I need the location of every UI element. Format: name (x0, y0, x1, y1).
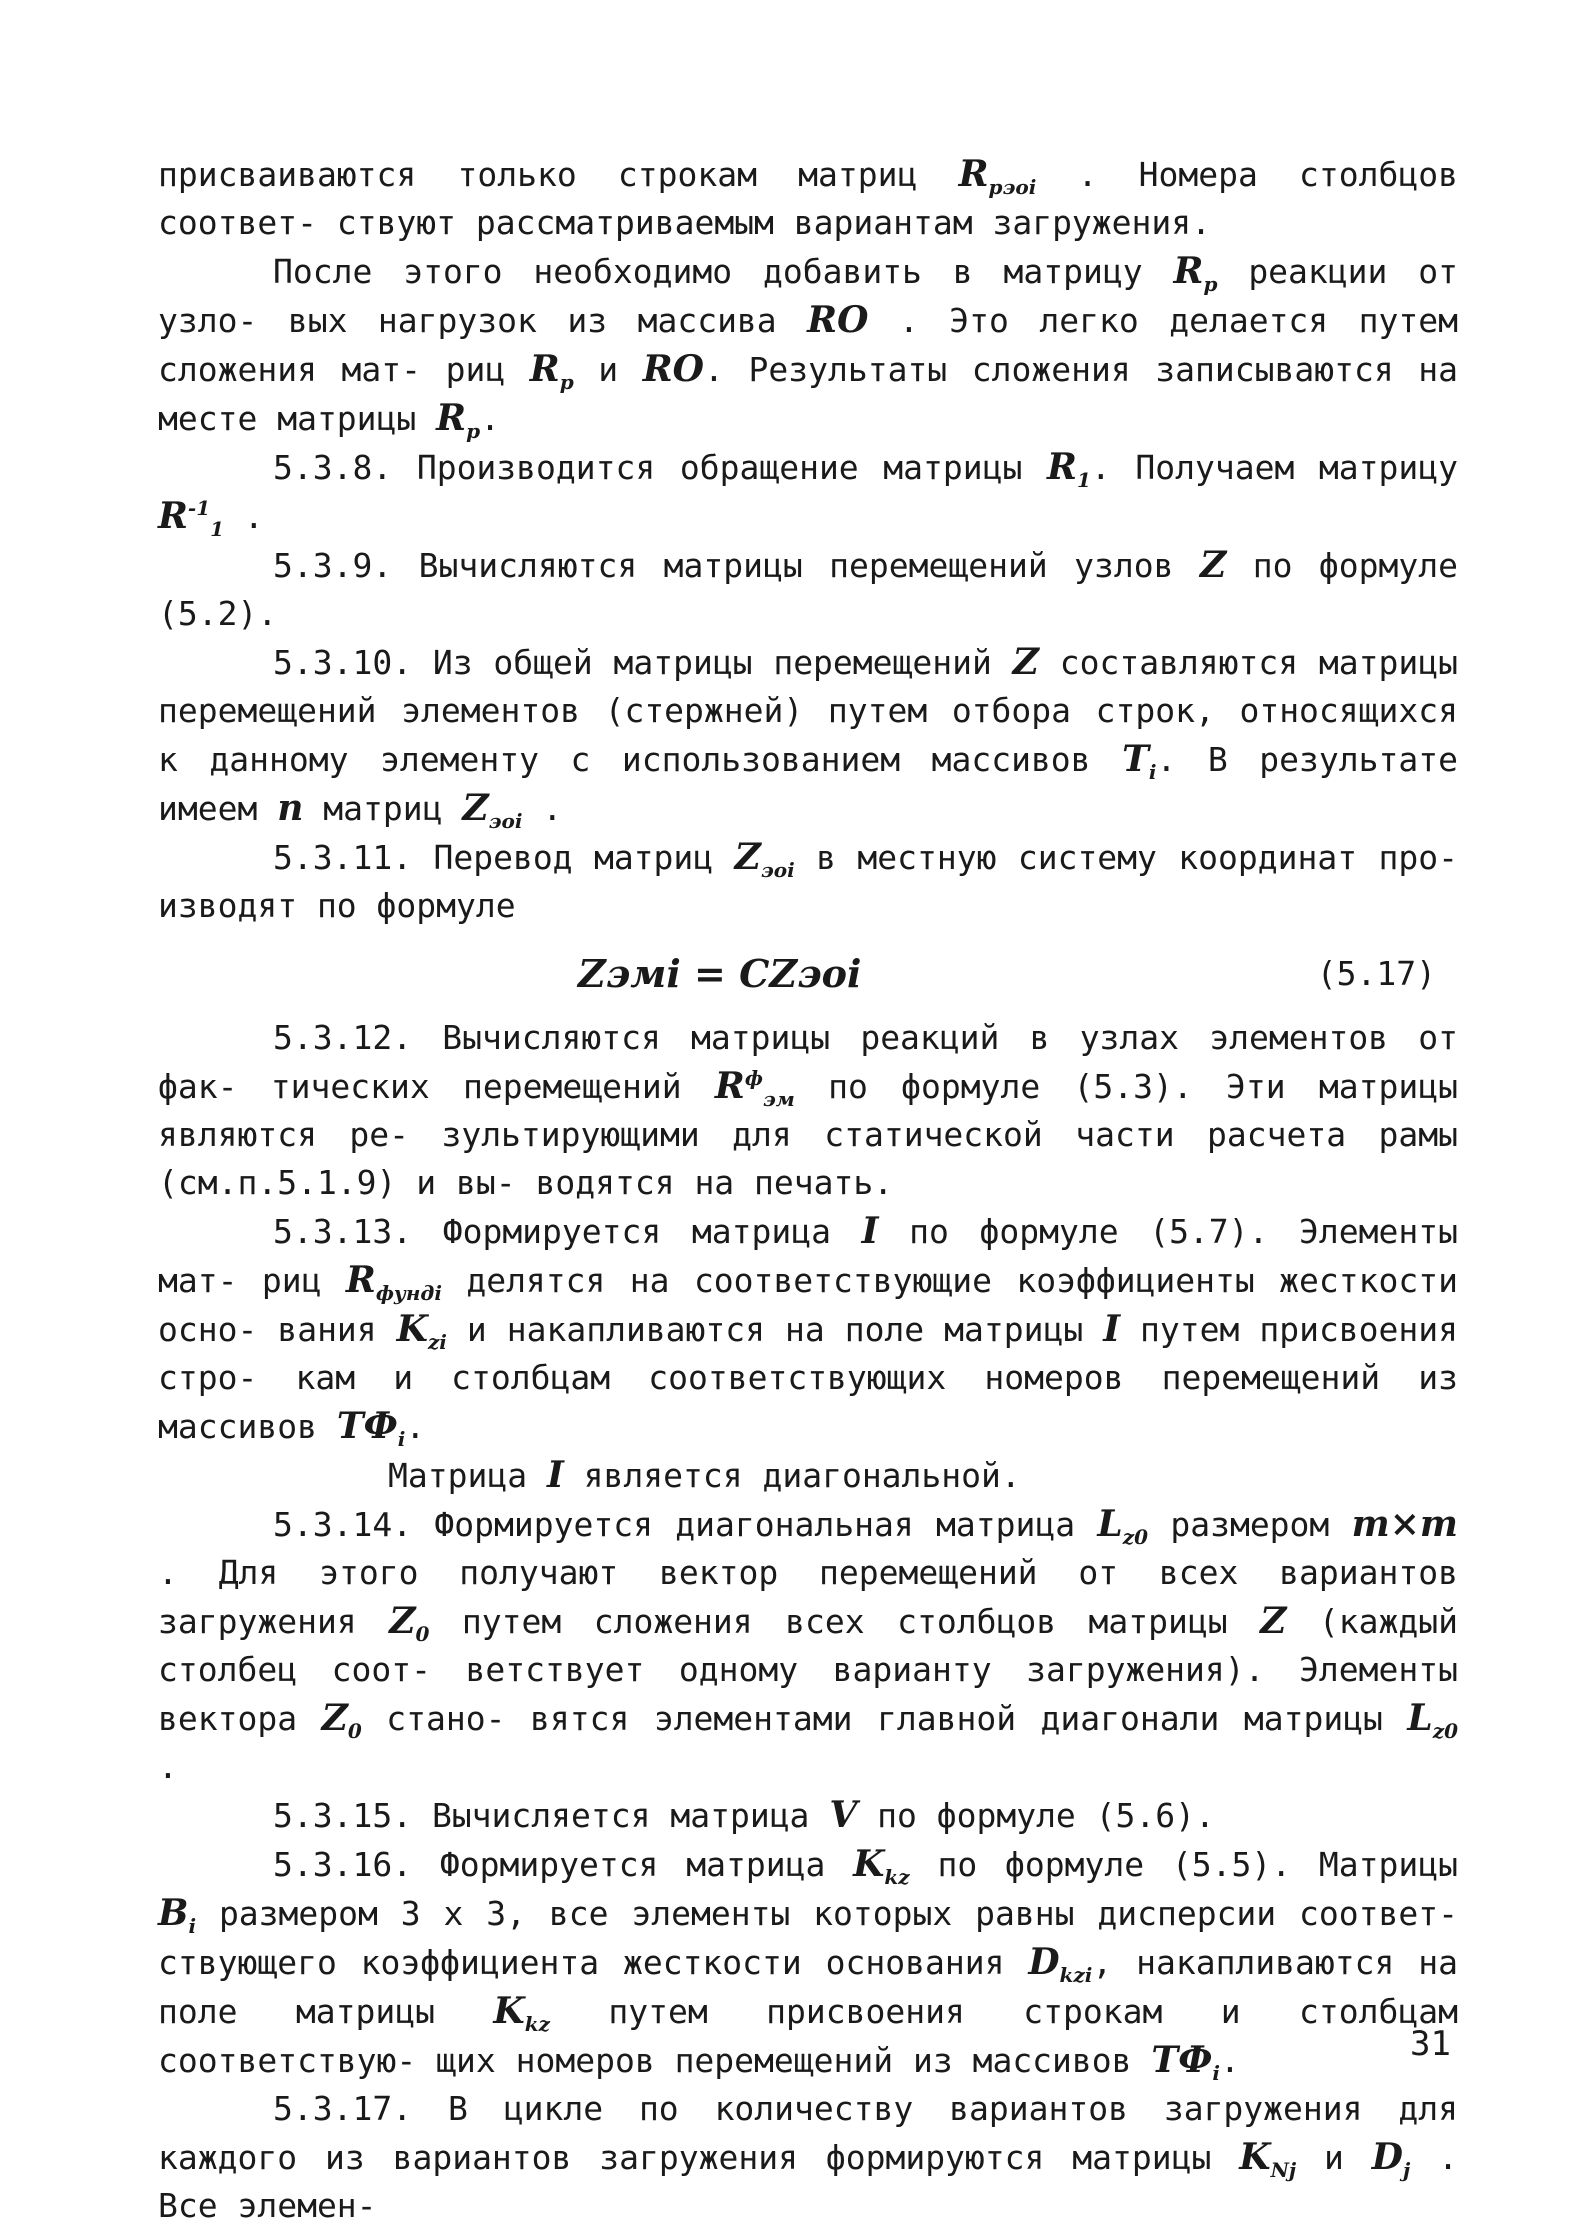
section-5-3-8: 5.3.8. Производится обращение матрицы $R_1$. Получаем матрицу $R^{-1}_1$ . (158, 446, 1459, 542)
section-5-3-10: 5.3.10. Из общей матрицы перемещений Z составляются матрицы перемещений элементов (стержней) путем отбора строк, относящихся к данному элементу с использованием массивов $T_i$. В результате имеем n матриц $Z_{эоi}$ . (158, 641, 1458, 834)
formula-5-17 (158, 942, 1458, 1008)
section-5-3-14: 5.3.14. Формируется диагональная матрица $L_{z0}$ размером m×m . Для этого получают вектор перемещений от всех вариантов загружения $Z_0$ путем сложения всех столбцов матрицы Z (каждый столбец соот- ветствует одному варианту загружения). Элементы вектора $Z_0$ стано- вятся элементами главной диагонали матрицы $L_{z0}$ . (158, 1503, 1459, 1786)
formula-expression: Zэмi = CZэоi (578, 951, 862, 996)
section-5-3-12: 5.3.12. Вычисляются матрицы реакций в узлах элементов от фак- тических перемещений $R^ф_{эм}$ по формуле (5.3). Эти матрицы являются ре- зультирующими для статической части расчета рамы (см.п.5.1.9) и вы- водятся на печать. (158, 1018, 1459, 1202)
section-5-3-16: 5.3.16. Формируется матрица $K_{kz}$ по формуле (5.5). Матрицы $B_i$ размером 3 x 3, все элементы которых равны дисперсии соответ- ствующего коэффициента жесткости основания $D_{kzi}$, накапливаются на поле матрицы $K_{kz}$ путем присвоения строкам и столбцам соответствую- щих номеров перемещений из массивов $ТФ_i$. (158, 1843, 1458, 2086)
section-5-3-15: 5.3.15. Вычисляется матрица V по формуле (5.6). (273, 1794, 1215, 1836)
page-number: 31 (1410, 2024, 1451, 2064)
formula-number: (5.17) (1316, 954, 1436, 993)
section-5-3-13: 5.3.13. Формируется матрица I по формуле (5.7). Элементы мат- риц $R_{фундi}$ делятся на соответствующие коэффициенты жесткости осно- вания $K_{zi}$ и накапливаются на поле матрицы I путем присвоения стро- кам и столбцам соответствующих номеров перемещений из массивов $ТФ_i$. Матрица I является диагональной. (158, 1210, 1459, 1496)
section-5-3-17: 5.3.17. В цикле по количеству вариантов загружения для каждого из вариантов загружения формируются матрицы $K_{Nj}$ и $D_j$ . Все элемен- (158, 2089, 1458, 2225)
section-5-3-11: 5.3.11. Перевод матриц $Z_{эоi}$ в местную систему координат про- изводят по формуле (158, 836, 1458, 925)
paragraph-add-reactions: После этого необходимо добавить в матрицу $R_р$ реакции от узло- вых нагрузок из массива RO . Это легко делается путем сложения мат- риц $R_р$ и RO. Результаты сложения записываются на месте матрицы $R_р$. (158, 250, 1459, 444)
section-5-3-9: 5.3.9. Вычисляются матрицы перемещений узлов Z по формуле (5.2). (158, 544, 1458, 633)
body-text (158, 150, 1458, 2230)
paragraph-continuation: присваиваются только строкам матриц $R_{рэоi}$ . Номера столбцов соответ- ствуют рассматриваемым вариантам загружения. (158, 153, 1459, 242)
